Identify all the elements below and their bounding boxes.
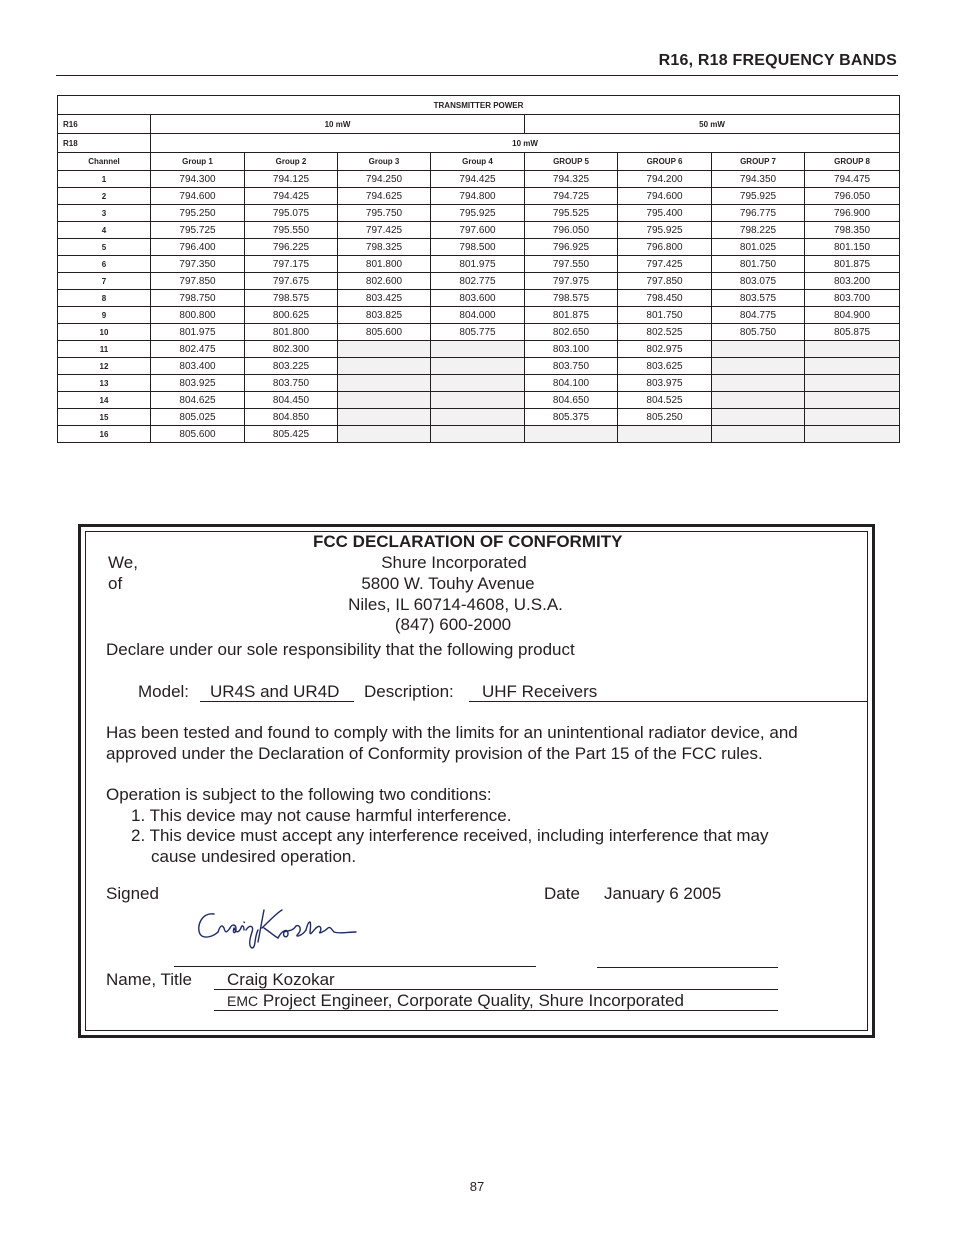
- column-header: Group 3: [338, 153, 431, 171]
- frequency-cell: 800.800: [151, 307, 245, 324]
- frequency-cell: 798.325: [338, 239, 431, 256]
- channel-cell: 5: [58, 239, 151, 256]
- column-header: GROUP 5: [525, 153, 618, 171]
- r18-power-all: 10 mW: [151, 134, 900, 153]
- description-underline: [469, 701, 867, 702]
- frequency-cell: 802.300: [245, 341, 338, 358]
- frequency-cell: 794.725: [525, 188, 618, 205]
- frequency-cell: [431, 409, 525, 426]
- frequency-cell: 802.475: [151, 341, 245, 358]
- frequency-cell: 801.750: [618, 307, 712, 324]
- frequency-cell: 805.250: [618, 409, 712, 426]
- frequency-cell: 795.925: [712, 188, 805, 205]
- frequency-cell: 796.400: [151, 239, 245, 256]
- frequency-cell: 801.975: [431, 256, 525, 273]
- frequency-cell: 803.825: [338, 307, 431, 324]
- frequency-cell: 805.750: [712, 324, 805, 341]
- model-value: UR4S and UR4D: [210, 682, 340, 701]
- channel-cell: 13: [58, 375, 151, 392]
- frequency-cell: 801.150: [805, 239, 900, 256]
- channel-cell: 12: [58, 358, 151, 375]
- frequency-cell: [338, 341, 431, 358]
- frequency-cell: 802.600: [338, 273, 431, 290]
- table-row: [58, 307, 900, 324]
- frequency-cell: 803.600: [431, 290, 525, 307]
- frequency-cell: [431, 426, 525, 443]
- frequency-cell: 796.800: [618, 239, 712, 256]
- frequency-cell: [431, 375, 525, 392]
- frequency-cell: 797.600: [431, 222, 525, 239]
- frequency-cell: [338, 426, 431, 443]
- frequency-cell: 801.875: [805, 256, 900, 273]
- frequency-cell: 794.625: [338, 188, 431, 205]
- frequency-cell: 804.000: [431, 307, 525, 324]
- frequency-cell: 804.850: [245, 409, 338, 426]
- frequency-cell: 794.425: [431, 171, 525, 188]
- column-header: GROUP 7: [712, 153, 805, 171]
- phone-number: (847) 600-2000: [394, 615, 512, 634]
- frequency-cell: 794.800: [431, 188, 525, 205]
- table-row: [58, 256, 900, 273]
- frequency-cell: [712, 358, 805, 375]
- column-header: Group 1: [151, 153, 245, 171]
- channel-cell: 8: [58, 290, 151, 307]
- table-row: [58, 188, 900, 205]
- frequency-cell: 795.075: [245, 205, 338, 222]
- frequency-cell: 795.525: [525, 205, 618, 222]
- frequency-cell: 802.775: [431, 273, 525, 290]
- frequency-cell: 800.625: [245, 307, 338, 324]
- frequency-cell: [805, 375, 900, 392]
- channel-cell: 11: [58, 341, 151, 358]
- frequency-cell: [712, 392, 805, 409]
- frequency-cell: [712, 426, 805, 443]
- frequency-cell: 795.550: [245, 222, 338, 239]
- conditions-intro: Operation is subject to the following two conditions:: [106, 785, 492, 804]
- handwritten-signature: [192, 902, 362, 954]
- date-label: Date: [544, 884, 580, 903]
- frequency-cell: 795.250: [151, 205, 245, 222]
- channel-cell: 7: [58, 273, 151, 290]
- table-row: [58, 222, 900, 239]
- compliance-line-1: Has been tested and found to comply with the limits for an unintentional radiator device, and: [106, 723, 798, 742]
- frequency-cell: 801.800: [338, 256, 431, 273]
- frequency-cell: [805, 426, 900, 443]
- frequency-cell: 794.425: [245, 188, 338, 205]
- frequency-cell: 803.075: [712, 273, 805, 290]
- table-row: [58, 392, 900, 409]
- table-row: [58, 290, 900, 307]
- frequency-cell: 798.575: [525, 290, 618, 307]
- name-title-label: Name, Title: [106, 970, 192, 989]
- frequency-cell: 805.875: [805, 324, 900, 341]
- frequency-cell: 801.025: [712, 239, 805, 256]
- frequency-cell: 797.350: [151, 256, 245, 273]
- frequency-cell: 796.225: [245, 239, 338, 256]
- r16-power-groups-1-4: 10 mW: [151, 115, 525, 134]
- frequency-cell: 803.925: [151, 375, 245, 392]
- frequency-cell: 794.475: [805, 171, 900, 188]
- frequency-cell: [805, 341, 900, 358]
- company-name: Shure Incorporated: [381, 553, 527, 572]
- description-value: UHF Receivers: [482, 682, 598, 701]
- address-line-2: Niles, IL 60714-4608, U.S.A.: [348, 595, 563, 614]
- frequency-cell: [338, 409, 431, 426]
- frequency-cell: 803.225: [245, 358, 338, 375]
- frequency-cell: 803.575: [712, 290, 805, 307]
- page-title: R16, R18 FREQUENCY BANDS: [658, 52, 897, 69]
- frequency-cell: 795.725: [151, 222, 245, 239]
- address-line-1: 5800 W. Touhy Avenue: [361, 574, 535, 593]
- frequency-cell: [431, 341, 525, 358]
- frequency-cell: 798.225: [712, 222, 805, 239]
- frequency-cell: [712, 375, 805, 392]
- table-row: [58, 324, 900, 341]
- model-label: Model:: [138, 682, 190, 701]
- frequency-cell: 801.975: [151, 324, 245, 341]
- channel-cell: 10: [58, 324, 151, 341]
- frequency-cell: 802.525: [618, 324, 712, 341]
- frequency-cell: 802.650: [525, 324, 618, 341]
- column-header-row: [58, 153, 900, 171]
- frequency-cell: 796.050: [805, 188, 900, 205]
- frequency-cell: 804.100: [525, 375, 618, 392]
- frequency-cell: 796.775: [712, 205, 805, 222]
- frequency-cell: 795.750: [338, 205, 431, 222]
- frequency-cell: 794.350: [712, 171, 805, 188]
- frequency-cell: [805, 358, 900, 375]
- signed-label: Signed: [106, 884, 159, 903]
- name-underline: [214, 989, 778, 990]
- channel-cell: 16: [58, 426, 151, 443]
- signer-title: [227, 991, 684, 1011]
- frequency-cell: 798.575: [245, 290, 338, 307]
- frequency-cell: [338, 358, 431, 375]
- header-divider: [56, 75, 898, 76]
- frequency-bands-table: [57, 95, 900, 443]
- column-header: GROUP 6: [618, 153, 712, 171]
- table-row: [58, 273, 900, 290]
- frequency-cell: 803.625: [618, 358, 712, 375]
- condition-2-line-2: cause undesired operation.: [151, 847, 357, 866]
- date-line: [597, 967, 778, 968]
- declaration-title: FCC DECLARATION OF CONFORMITY: [313, 532, 623, 551]
- model-underline: [200, 701, 354, 702]
- frequency-cell: 801.750: [712, 256, 805, 273]
- frequency-cell: 797.425: [338, 222, 431, 239]
- frequency-cell: 798.450: [618, 290, 712, 307]
- table-row: [58, 375, 900, 392]
- channel-cell: 1: [58, 171, 151, 188]
- frequency-cell: [338, 375, 431, 392]
- we-label: We,: [108, 553, 138, 572]
- channel-cell: 6: [58, 256, 151, 273]
- frequency-cell: [805, 409, 900, 426]
- channel-cell: 14: [58, 392, 151, 409]
- frequency-cell: [431, 358, 525, 375]
- channel-cell: 9: [58, 307, 151, 324]
- description-label: Description:: [364, 682, 454, 701]
- frequency-cell: 796.925: [525, 239, 618, 256]
- frequency-cell: 803.200: [805, 273, 900, 290]
- frequency-cell: 797.175: [245, 256, 338, 273]
- table-row: [58, 171, 900, 188]
- frequency-cell: 803.100: [525, 341, 618, 358]
- frequency-cell: 794.600: [618, 188, 712, 205]
- frequency-cell: 804.450: [245, 392, 338, 409]
- condition-1: 1. This device may not cause harmful interference.: [131, 806, 512, 825]
- frequency-cell: [805, 392, 900, 409]
- frequency-cell: 796.050: [525, 222, 618, 239]
- signature-line: [174, 966, 536, 967]
- channel-cell: 2: [58, 188, 151, 205]
- frequency-cell: [712, 409, 805, 426]
- compliance-line-2: approved under the Declaration of Conformity provision of the Part 15 of the FCC rules.: [106, 744, 763, 763]
- frequency-cell: 798.350: [805, 222, 900, 239]
- channel-cell: 3: [58, 205, 151, 222]
- frequency-cell: 804.525: [618, 392, 712, 409]
- page-number: 87: [469, 1179, 485, 1194]
- frequency-cell: 797.850: [618, 273, 712, 290]
- frequency-cell: 805.600: [151, 426, 245, 443]
- table-row: [58, 358, 900, 375]
- column-header: Group 2: [245, 153, 338, 171]
- table-row: [58, 239, 900, 256]
- frequency-cell: 804.900: [805, 307, 900, 324]
- frequency-cell: 795.925: [618, 222, 712, 239]
- frequency-cell: 804.775: [712, 307, 805, 324]
- frequency-cell: [712, 341, 805, 358]
- table-row: [58, 426, 900, 443]
- table-row: [58, 341, 900, 358]
- frequency-cell: 794.200: [618, 171, 712, 188]
- frequency-cell: 803.400: [151, 358, 245, 375]
- frequency-cell: 798.500: [431, 239, 525, 256]
- frequency-cell: 795.400: [618, 205, 712, 222]
- frequency-cell: 803.975: [618, 375, 712, 392]
- frequency-cell: 797.550: [525, 256, 618, 273]
- condition-2-line-1: 2. This device must accept any interference received, including interference that may: [131, 826, 769, 845]
- frequency-cell: [431, 392, 525, 409]
- frequency-cell: 794.325: [525, 171, 618, 188]
- frequency-cell: 804.650: [525, 392, 618, 409]
- frequency-cell: 805.425: [245, 426, 338, 443]
- frequency-cell: 803.700: [805, 290, 900, 307]
- frequency-cell: [618, 426, 712, 443]
- frequency-cell: 803.750: [525, 358, 618, 375]
- column-header: Group 4: [431, 153, 525, 171]
- r16-label: R16: [58, 115, 151, 134]
- of-label: of: [108, 574, 123, 593]
- frequency-cell: 802.975: [618, 341, 712, 358]
- title-underline: [214, 1010, 778, 1011]
- frequency-cell: [338, 392, 431, 409]
- frequency-cell: 797.675: [245, 273, 338, 290]
- date-value: January 6 2005: [604, 884, 722, 903]
- frequency-cell: 794.250: [338, 171, 431, 188]
- frequency-cell: 796.900: [805, 205, 900, 222]
- frequency-cell: 803.750: [245, 375, 338, 392]
- frequency-cell: 805.025: [151, 409, 245, 426]
- signer-title-text: Project Engineer, Corporate Quality, Shure Incorporated: [262, 991, 684, 1010]
- table-row: [58, 409, 900, 426]
- frequency-cell: 801.800: [245, 324, 338, 341]
- frequency-cell: 803.425: [338, 290, 431, 307]
- column-header: Channel: [58, 153, 151, 171]
- signer-title-prefix: EMC: [227, 993, 259, 1009]
- channel-cell: 15: [58, 409, 151, 426]
- frequency-cell: 794.125: [245, 171, 338, 188]
- frequency-cell: 797.975: [525, 273, 618, 290]
- channel-cell: 4: [58, 222, 151, 239]
- frequency-cell: 804.625: [151, 392, 245, 409]
- frequency-cell: 794.300: [151, 171, 245, 188]
- frequency-cell: 801.875: [525, 307, 618, 324]
- frequency-cell: 797.850: [151, 273, 245, 290]
- transmitter-power-caption: TRANSMITTER POWER: [58, 96, 900, 115]
- frequency-cell: 797.425: [618, 256, 712, 273]
- frequency-cell: 805.600: [338, 324, 431, 341]
- column-header: GROUP 8: [805, 153, 900, 171]
- frequency-cell: 794.600: [151, 188, 245, 205]
- r18-label: R18: [58, 134, 151, 153]
- frequency-cell: 795.925: [431, 205, 525, 222]
- declare-statement: Declare under our sole responsibility that the following product: [106, 640, 575, 659]
- table-row: [58, 205, 900, 222]
- signer-name: Craig Kozokar: [227, 970, 335, 989]
- frequency-cell: 798.750: [151, 290, 245, 307]
- r16-power-groups-5-8: 50 mW: [525, 115, 900, 134]
- frequency-cell: 805.375: [525, 409, 618, 426]
- frequency-cell: [525, 426, 618, 443]
- frequency-cell: 805.775: [431, 324, 525, 341]
